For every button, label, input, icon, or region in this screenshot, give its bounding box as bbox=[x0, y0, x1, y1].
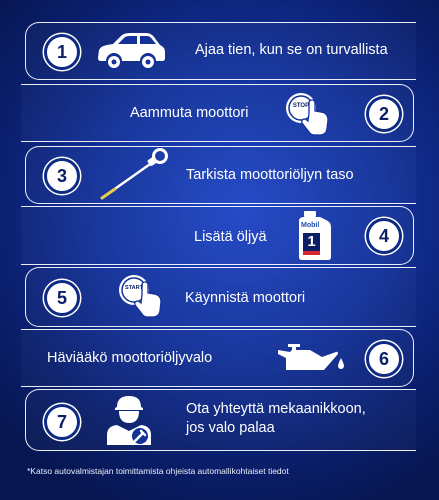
step-2 bbox=[21, 84, 414, 142]
step-label: Häviääkö moottoriöljyvalo bbox=[47, 350, 213, 366]
stop-text: STOP bbox=[292, 103, 310, 109]
step-number-badge: 5 bbox=[44, 280, 80, 316]
car-icon bbox=[94, 30, 168, 72]
step-5 bbox=[25, 267, 416, 327]
step-number-badge: 6 bbox=[366, 341, 402, 377]
dipstick-icon bbox=[98, 148, 172, 202]
step-7 bbox=[25, 389, 416, 451]
step-label: Lisätä öljyä bbox=[194, 229, 267, 245]
step-label-line2: jos valo palaa bbox=[186, 420, 275, 436]
step-label: Aammuta moottori bbox=[130, 105, 249, 121]
step-label-line1: Ota yhteyttä mekaanikkoon, bbox=[186, 401, 366, 417]
bottle-brand-text: Mobil bbox=[301, 222, 320, 229]
step-1 bbox=[25, 22, 416, 80]
step-label: Käynnistä moottori bbox=[185, 290, 306, 306]
stop-button-icon bbox=[283, 91, 333, 137]
oil-bottle-icon bbox=[296, 211, 334, 261]
footnote: *Katso autovalmistajan toimittamista ohjeista automallikohtaiset tiedot bbox=[27, 466, 289, 476]
mechanic-icon bbox=[104, 393, 156, 447]
step-4 bbox=[21, 206, 414, 265]
step-number-badge: 2 bbox=[366, 96, 402, 132]
step-3 bbox=[25, 146, 416, 204]
start-text: START bbox=[125, 285, 143, 291]
start-button-icon bbox=[116, 273, 166, 321]
step-number-badge: 7 bbox=[44, 404, 80, 440]
step-label: Tarkista moottoriöljyn taso bbox=[186, 167, 354, 183]
bottle-number-text: 1 bbox=[307, 233, 316, 250]
step-number-badge: 3 bbox=[44, 158, 80, 194]
step-6 bbox=[21, 329, 414, 387]
step-number-badge: 1 bbox=[44, 34, 80, 70]
step-number-badge: 4 bbox=[366, 218, 402, 254]
step-label: Ajaa tien, kun se on turvallista bbox=[195, 42, 388, 58]
oil-warning-light-icon bbox=[276, 340, 348, 378]
